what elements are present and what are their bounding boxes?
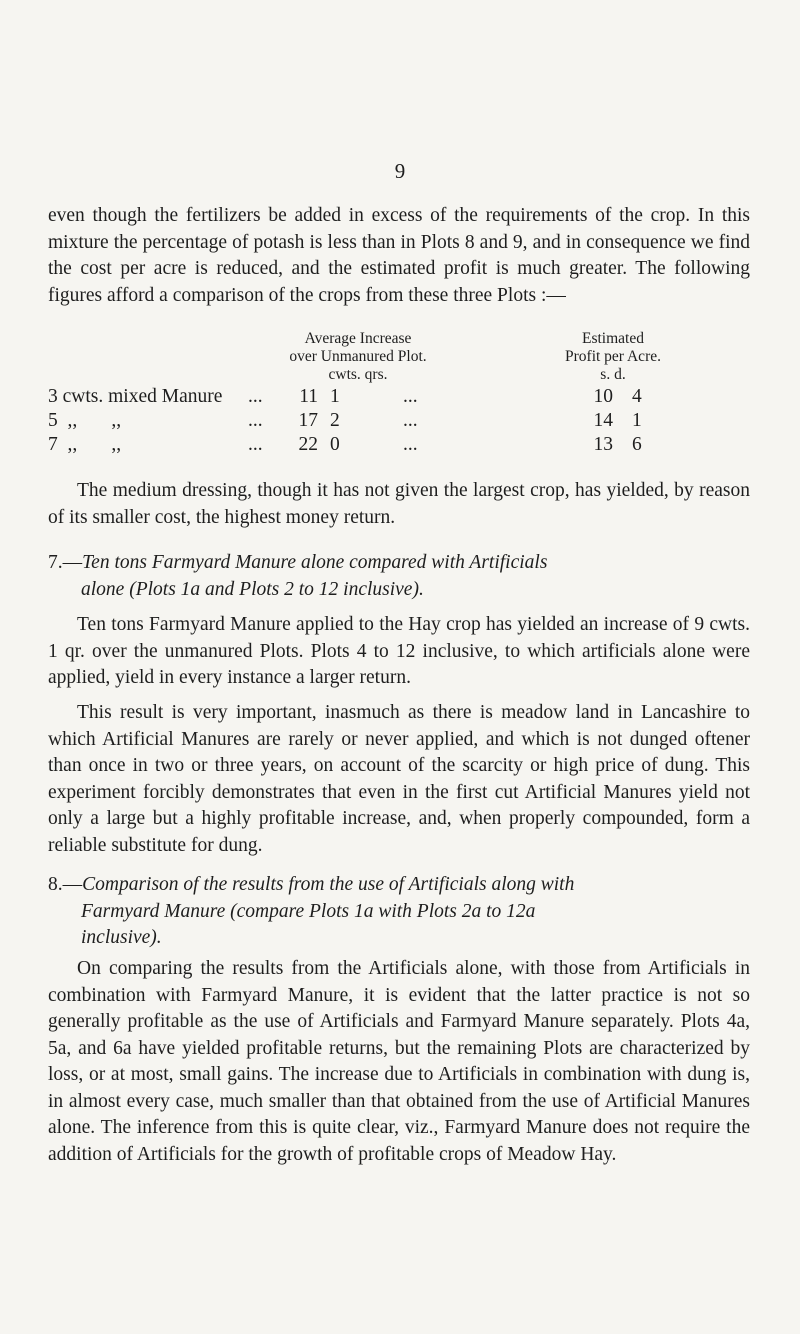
- section-7-heading: [48, 550, 750, 603]
- pence-value: 6: [632, 434, 642, 455]
- col2-header: [528, 330, 698, 384]
- medium-dressing-paragraph: The medium dressing, though it has not given the largest crop, has yielded, by reason of its smaller cost, the highest money return.: [48, 480, 750, 528]
- pence-value: 1: [632, 410, 642, 431]
- table-row: [48, 409, 768, 433]
- leader-dots: ...: [403, 434, 418, 455]
- col1-units: cwts. qrs.: [328, 366, 388, 383]
- qrs-value: 1: [330, 386, 340, 407]
- leader-dots: ...: [248, 434, 263, 455]
- leader-dots: ...: [403, 386, 418, 407]
- shillings-value: 14: [593, 410, 613, 431]
- col1-header-line2: over Unmanured Plot.: [289, 348, 427, 365]
- intro-paragraph: even though the fertilizers be added in excess of the requirements of the crop. In this mixture the percentage of potash is less than in Plots 8 and 9, and in consequence we find the cost per acre is reduced, and the estimated profit is much greater. The following figures afford a comparison of the crops from these three Plots :—: [48, 205, 750, 306]
- table-row: [48, 433, 768, 457]
- col2-units: s. d.: [600, 366, 626, 383]
- col1-header: [258, 330, 458, 384]
- row-label: 7 ,, ,,: [48, 434, 122, 455]
- qrs-value: 2: [330, 410, 340, 431]
- leader-dots: ...: [248, 386, 263, 407]
- section-7-title-line1: Ten tons Farmyard Manure alone compared with Artificials: [82, 552, 548, 573]
- row-label: 5 ,, ,,: [48, 410, 122, 431]
- col2-header-line1: Estimated: [582, 330, 644, 347]
- row-label: 3 cwts. mixed Manure: [48, 386, 223, 407]
- page-number: 9: [394, 159, 406, 183]
- qrs-value: 0: [330, 434, 340, 455]
- cwts-value: 22: [298, 434, 318, 455]
- leader-dots: ...: [248, 410, 263, 431]
- section-8-title-line3: inclusive).: [81, 927, 162, 948]
- section-8-paragraph-1: On comparing the results from the Artificials alone, with those from Artificials in combination with Farmyard Manure, it is evident that the latter practice is not so generally profitable as the use of Artificials and Farmyard Manure separately. Plots 4a, 5a, and 6a have yielded profitable returns, but the remaining Plots are characterized by loss, or at most, small gains. The increase due to Artificials in combination with dung is, in almost every case, much smaller than that obtained from the use of Artificial Manures alone. The inference from this is quite clear, viz., Farmyard Manure does not require the addition of Artificials for the growth of profitable crops of Meadow Hay.: [48, 958, 750, 1165]
- yield-comparison-table: [48, 330, 768, 485]
- leader-dots: ...: [403, 410, 418, 431]
- col2-header-line2: Profit per Acre.: [565, 348, 661, 365]
- shillings-value: 10: [593, 386, 613, 407]
- section-8-heading: [48, 872, 750, 952]
- cwts-value: 11: [299, 386, 318, 407]
- pence-value: 4: [632, 386, 642, 407]
- shillings-value: 13: [593, 434, 613, 455]
- section-7-paragraph-2: This result is very important, inasmuch as there is meadow land in Lancashire to which Artificial Manures are rarely or never applied, and which is not dunged oftener than once in two or three years, on account of the scarcity or high price of dung. This experiment forcibly demonstrates that even in the first cut Artificial Manures yield not only a large but a highly profitable increase, and, when properly compounded, form a reliable substitute for dung.: [48, 702, 750, 856]
- section-8-number: 8.—: [48, 874, 83, 895]
- section-7-paragraph-1: Ten tons Farmyard Manure applied to the Hay crop has yielded an increase of 9 cwts. 1 qr. over the unmanured Plots. Plots 4 to 12 inclusive, to which artificials alone were applied, yield in every instance a larger return.: [48, 614, 750, 688]
- table-row: [48, 385, 768, 409]
- section-8-title-line2: Farmyard Manure (compare Plots 1a with Plots 2a to 12a: [81, 900, 536, 922]
- cwts-value: 17: [298, 410, 318, 431]
- section-7-number: 7.—: [48, 552, 83, 573]
- section-7-title-line2: alone (Plots 1a and Plots 2 to 12 inclusive).: [81, 578, 424, 600]
- col1-header-line1: Average Increase: [304, 330, 412, 347]
- section-8-title-line1: Comparison of the results from the use of Artificials along with: [82, 874, 575, 895]
